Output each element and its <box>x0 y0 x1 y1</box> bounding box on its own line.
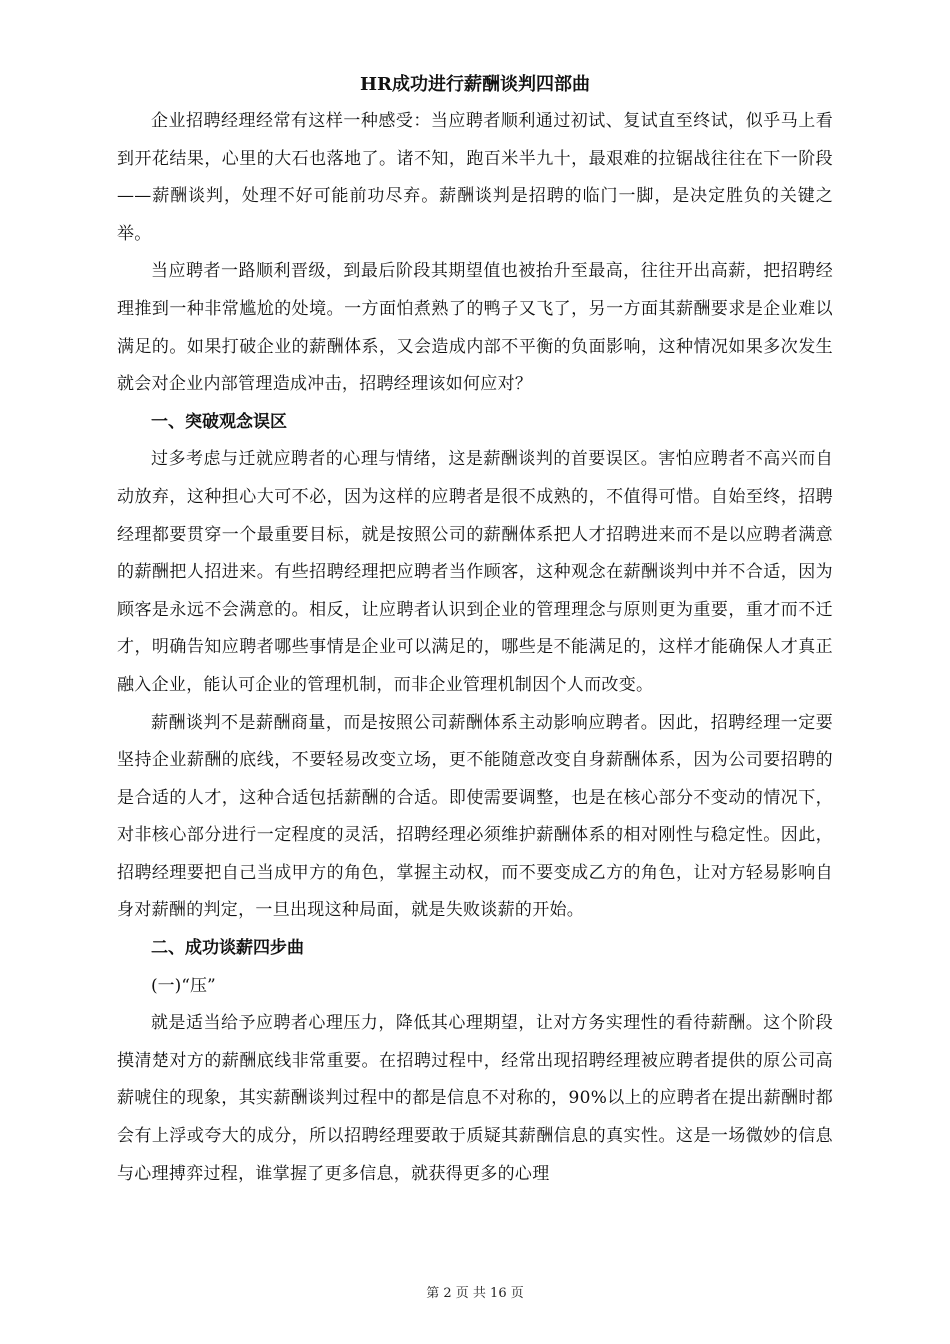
section-2-heading: 二、成功谈薪四步曲 <box>151 938 304 959</box>
page-number-footer: 第 2 页 共 16 页 <box>426 1286 524 1301</box>
section-1-paragraph-2: 薪酬谈判不是薪酬商量，而是按照公司薪酬体系主动影响应聘者。因此，招聘经理一定要坚持企业薪酬的底线，不要轻易改变立场，更不能随意改变自身薪酬体系，因为公司要招聘的是合适的人才，这种合适包括薪酬的合适。即使需要调整，也是在核心部分不变动的情况下，对非核心部分进行一定程度的灵活，招聘经理必须维护薪酬体系的相对刚性与稳定性。因此，招聘经理要把自己当成甲方的角色，掌握主动权，而不要变成乙方的角色，让对方轻易影响自身对薪酬的判定，一旦出现这种局面，就是失败谈薪的开始。 <box>117 712 833 921</box>
section-1-paragraph-1: 过多考虑与迁就应聘者的心理与情绪，这是薪酬谈判的首要误区。害怕应聘者不高兴而自动放弃，这种担心大可不必，因为这样的应聘者是很不成熟的，不值得可惜。自始至终，招聘经理都要贯穿一个最重要目标，就是按照公司的薪酬体系把人才招聘进来而不是以应聘者满意的薪酬把人招进来。有些招聘经理把应聘者当作顾客，这种观念在薪酬谈判中并不合适，因为顾客是永远不会满意的。相反，让应聘者认识到企业的管理理念与原则更为重要，重才而不迁才，明确告知应聘者哪些事情是企业可以满足的，哪些是不能满足的，这样才能确保人才真正融入企业，能认可企业的管理机制，而非企业管理机制因个人而改变。 <box>117 449 833 695</box>
document-title: HR成功进行薪酬谈判四部曲 <box>360 74 590 95</box>
document-page <box>117 68 833 1193</box>
section-1-heading: 一、突破观念误区 <box>151 411 287 432</box>
intro-paragraph-1: 企业招聘经理经常有这样一种感受：当应聘者顺利通过初试、复试直至终试，似乎马上看到开花结果，心里的大石也落地了。诸不知，跑百米半九十，最艰难的拉锯战往往在下一阶段——薪酬谈判，处理不好可能前功尽弃。薪酬谈判是招聘的临门一脚，是决定胜负的关键之举。 <box>117 111 833 244</box>
intro-paragraph-2: 当应聘者一路顺利晋级，到最后阶段其期望值也被抬升至最高，往往开出高薪，把招聘经理推到一种非常尴尬的处境。一方面怕煮熟了的鸭子又飞了，另一方面其薪酬要求是企业难以满足的。如果打破企业的薪酬体系，又会造成内部不平衡的负面影响，这种情况如果多次发生就会对企业内部管理造成冲击，招聘经理该如何应对？ <box>117 261 833 395</box>
subsection-1-heading: (一)“压” <box>151 975 216 996</box>
subsection-1-paragraph: 就是适当给予应聘者心理压力，降低其心理期望，让对方务实理性的看待薪酬。这个阶段摸清楚对方的薪酬底线非常重要。在招聘过程中，经常出现招聘经理被应聘者提供的原公司高薪唬住的现象，其实薪酬谈判过程中的都是信息不对称的，90%以上的应聘者在提出薪酬时都会有上浮或夸大的成分，所以招聘经理要敢于质疑其薪酬信息的真实性。这是一场微妙的信息与心理搏弈过程，谁掌握了更多信息，就获得更多的心理 <box>117 1013 833 1184</box>
